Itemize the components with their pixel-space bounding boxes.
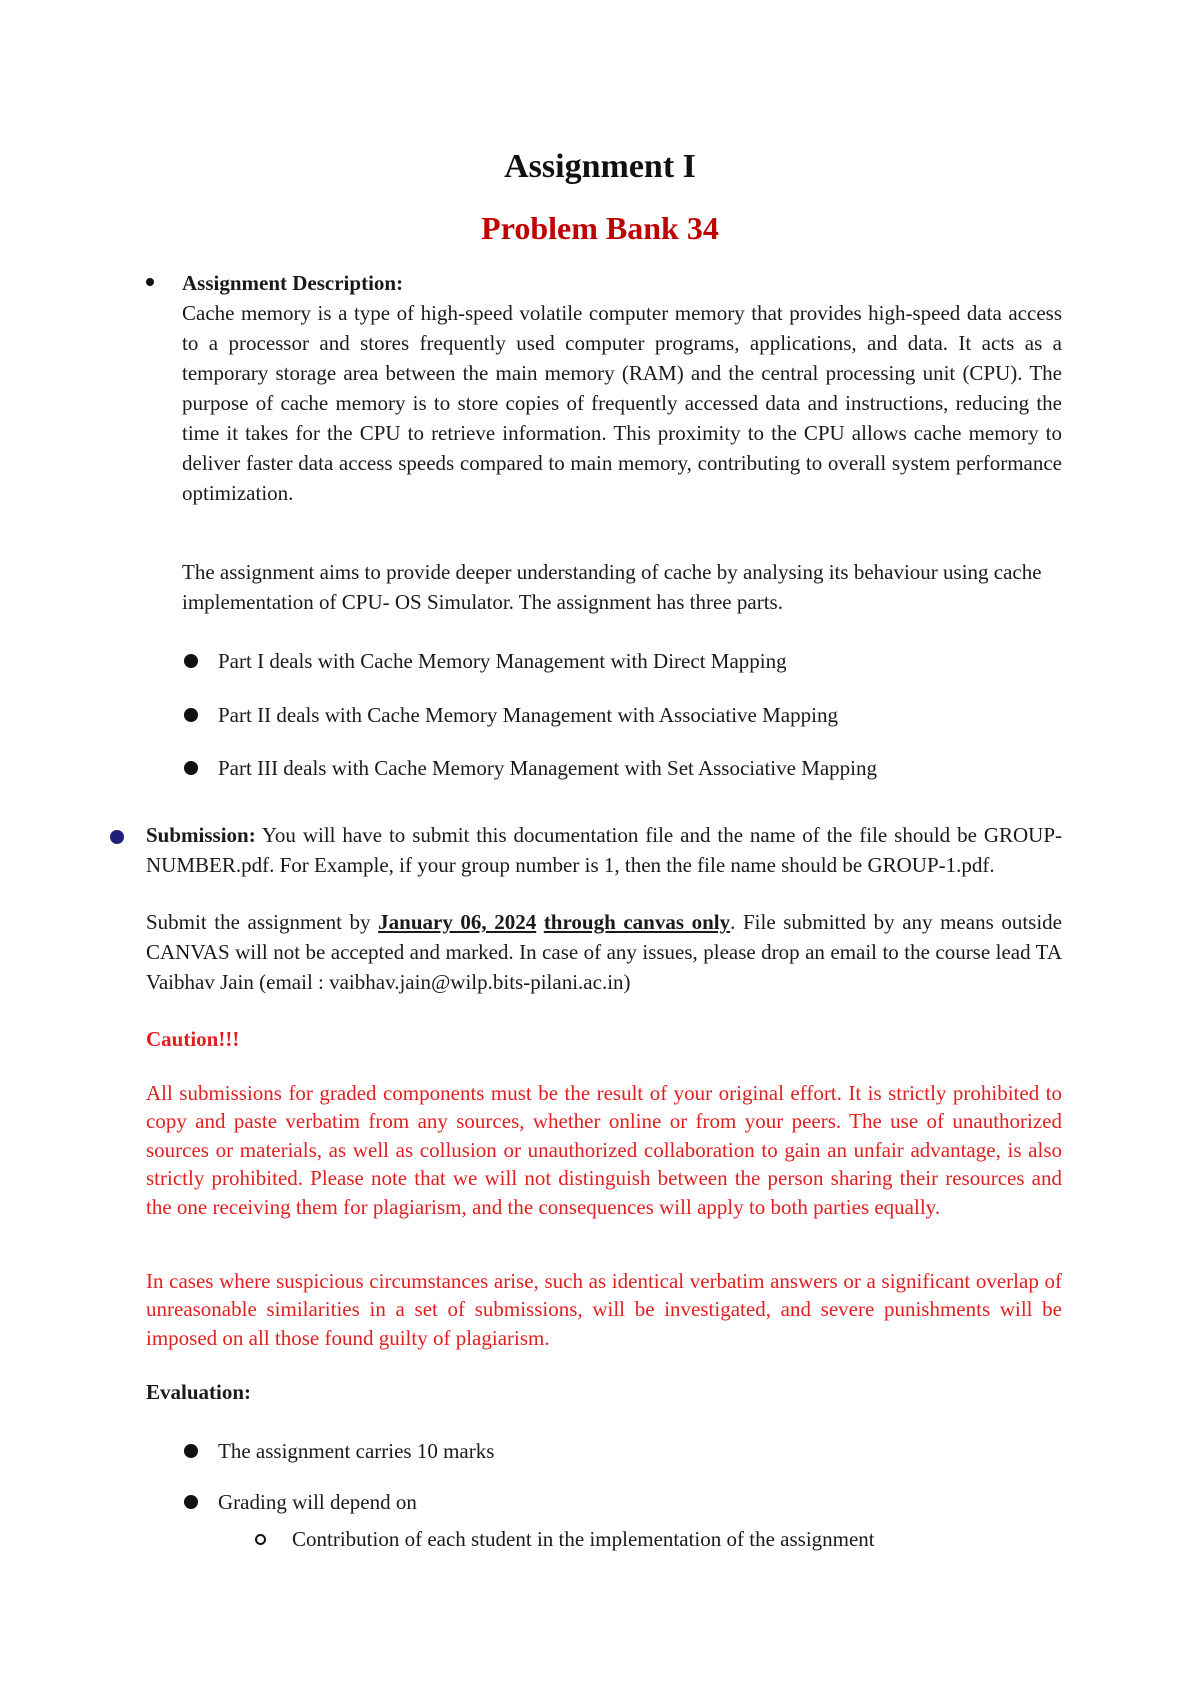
evaluation-item-2: Grading will depend on (218, 1490, 417, 1514)
submission-text-2-prefix: Submit the assignment by (146, 910, 379, 934)
bullet-icon (184, 708, 198, 722)
description-heading: Assignment Description: (182, 271, 404, 295)
evaluation-subitem-1: Contribution of each student in the implementation of the assignment (292, 1527, 875, 1551)
submission-text-1: You will have to submit this documentation file and the name of the file should be GROUP-NUMBER.pdf. For Example, if your group number is 1, then the file name should be GROUP-1.pdf. (146, 823, 1062, 877)
submission-deadline: January 06, 2024 (378, 910, 537, 934)
caution-heading: Caution!!! (146, 1027, 240, 1051)
bullet-icon (184, 761, 198, 775)
bullet-icon (184, 1495, 198, 1509)
submission-paragraph-1 (146, 820, 1062, 880)
submission-text-2-suffix: . File submitted by any means outside CANVAS will not be accepted and marked. In case of any issues, please drop an email to the course lead TA Vaibhav Jain (email : vaibhav.jain@wilp.bits-pilani.ac.in) (146, 910, 1062, 994)
page-title: Assignment I (504, 148, 696, 185)
bullet-icon (146, 278, 154, 286)
hollow-bullet-icon (255, 1534, 266, 1545)
description-paragraph-2: The assignment aims to provide deeper understanding of cache by analysing its behaviour using cache implementation of CPU- OS Simulator. The assignment has three parts. (182, 560, 1042, 614)
evaluation-heading: Evaluation: (146, 1380, 252, 1404)
part-item-1: Part I deals with Cache Memory Management with Direct Mapping (218, 649, 787, 673)
submission-heading: Submission: (146, 823, 256, 847)
page-subtitle: Problem Bank 34 (481, 210, 719, 246)
bullet-icon (110, 830, 124, 844)
part-item-2: Part II deals with Cache Memory Management with Associative Mapping (218, 703, 838, 727)
caution-paragraph-2: In cases where suspicious circumstances arise, such as identical verbatim answers or a significant overlap of unreasonable similarities in a set of submissions, will be investigated, and severe punishments will be imposed on all those found guilty of plagiarism. (146, 1269, 1062, 1350)
part-item-3: Part III deals with Cache Memory Management with Set Associative Mapping (218, 756, 878, 780)
submission-paragraph-2 (146, 907, 1062, 997)
bullet-icon (184, 654, 198, 668)
description-paragraph-1: Cache memory is a type of high-speed volatile computer memory that provides high-speed data access to a processor and stores frequently used computer programs, applications, and data. It acts as a temporary storage area between the main memory (RAM) and the central processing unit (CPU). The purpose of cache memory is to store copies of frequently accessed data and instructions, reducing the time it takes for the CPU to retrieve information. This proximity to the CPU allows cache memory to deliver faster data access speeds compared to main memory, contributing to overall system performance optimization. (182, 301, 1062, 505)
submission-channel: through canvas only (543, 910, 731, 934)
bullet-icon (184, 1444, 198, 1458)
evaluation-item-1: The assignment carries 10 marks (218, 1439, 495, 1463)
caution-paragraph-1: All submissions for graded components must be the result of your original effort. It is strictly prohibited to copy and paste verbatim from any sources, whether online or from your peers. The use of unauthorized sources or materials, as well as collusion or unauthorized collaboration to gain an unfair advantage, is also strictly prohibited. Please note that we will not distinguish between the person sharing their resources and the one receiving them for plagiarism, and the consequences will apply to both parties equally. (146, 1081, 1062, 1219)
